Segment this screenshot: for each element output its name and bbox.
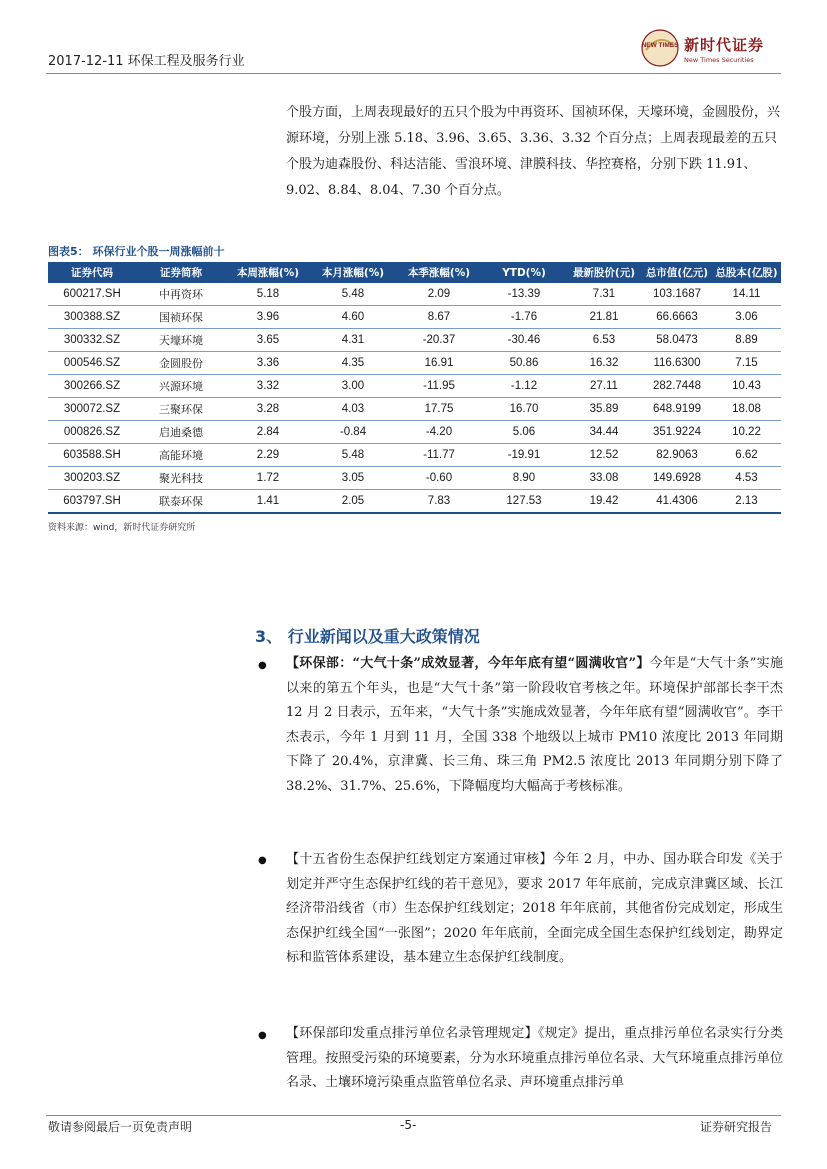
table-cell: 5.48 xyxy=(310,444,396,467)
stock-name-cell: 三聚环保 xyxy=(136,398,226,421)
intro-paragraph: 个股方面，上周表现最好的五只个股为中再资环、国祯环保，天壕环境，金圆股份，兴源环境，分别上涨 5.18、3.96、3.65、3.36、3.32 个百分点；上周表现最差的五只个股为迪森股份、科达洁能、雪浪环境、津膜科技、华控赛格，分别下跌 11.91、9.02、8.84、8.04、7.30 个百分点。 xyxy=(286,105,781,198)
bullet-icon: ● xyxy=(258,855,267,866)
table-cell: 149.6928 xyxy=(642,467,712,490)
table-cell: 10.43 xyxy=(712,375,781,398)
table-cell: 2.29 xyxy=(226,444,310,467)
brand-badge-icon xyxy=(640,28,680,68)
table-cell: 282.7448 xyxy=(642,375,712,398)
table-cell: 4.31 xyxy=(310,329,396,352)
table-cell: 4.60 xyxy=(310,306,396,329)
table-cell: 4.03 xyxy=(310,398,396,421)
bullet-icon: ● xyxy=(258,1030,267,1041)
table-cell: -0.84 xyxy=(310,421,396,444)
table-cell: 5.18 xyxy=(226,283,310,306)
table-cell: 3.05 xyxy=(310,467,396,490)
footer-disclaimer: 敬请参阅最后一页免责声明 xyxy=(48,1120,193,1134)
table-cell: 2.05 xyxy=(310,490,396,514)
table-header-cell: 本月涨幅(%) xyxy=(310,262,396,283)
stock-name-cell: 国祯环保 xyxy=(136,306,226,329)
stock-code-cell: 300072.SZ xyxy=(48,398,136,421)
news-item-2-body: 【十五省份生态保护红线划定方案通过审核】今年 2 月，中办、国办联合印发《关于划定并严守生态保护红线的若干意见》，要求 2017 年年底前，完成京津冀区域、长江经济带沿线省（市）生态保护红线划定；2018 年年底前，其他省份完成划定，形成生态保护红线全国“一张图”；2020 年年底前，全面完成全国生态保护红线划定，勘界定标和监管体系建设，基本建立生态保护红线制度。 xyxy=(286,852,783,966)
table-cell: 34.44 xyxy=(566,421,642,444)
table-cell: 8.89 xyxy=(712,329,781,352)
table-cell: 3.06 xyxy=(712,306,781,329)
badge-text-line1: NEW TIMES xyxy=(641,42,679,49)
news-item-1 xyxy=(286,652,783,800)
stock-code-cell: 603588.SH xyxy=(48,444,136,467)
table-row xyxy=(48,306,781,329)
table-cell: -11.77 xyxy=(396,444,482,467)
table-cell: 351.9224 xyxy=(642,421,712,444)
table-cell: 10.22 xyxy=(712,421,781,444)
news-item-2 xyxy=(286,848,783,971)
news-item-3 xyxy=(286,1022,783,1096)
table-body xyxy=(48,283,781,513)
stock-name-cell: 启迪桑德 xyxy=(136,421,226,444)
table-cell: 127.53 xyxy=(482,490,566,514)
table-cell: -11.95 xyxy=(396,375,482,398)
table-cell: 82.9063 xyxy=(642,444,712,467)
table-header-cell: 证券简称 xyxy=(136,262,226,283)
table-row xyxy=(48,490,781,514)
figure-source: 资料来源：wind，新时代证券研究所 xyxy=(48,523,196,533)
table-cell: -1.76 xyxy=(482,306,566,329)
table-cell: -4.20 xyxy=(396,421,482,444)
table-cell: 17.75 xyxy=(396,398,482,421)
bullet-icon: ● xyxy=(258,660,267,671)
stock-code-cell: 300266.SZ xyxy=(48,375,136,398)
table-cell: 35.89 xyxy=(566,398,642,421)
table-cell: 3.32 xyxy=(226,375,310,398)
table-cell: 5.06 xyxy=(482,421,566,444)
stock-name-cell: 聚光科技 xyxy=(136,467,226,490)
stock-code-cell: 000546.SZ xyxy=(48,352,136,375)
table-cell: 3.28 xyxy=(226,398,310,421)
table-cell: 3.65 xyxy=(226,329,310,352)
table-cell: 14.11 xyxy=(712,283,781,306)
table-cell: 21.81 xyxy=(566,306,642,329)
table-cell: 27.11 xyxy=(566,375,642,398)
brand-name-en: New Times Securities xyxy=(684,56,754,64)
table-cell: 4.53 xyxy=(712,467,781,490)
table-cell: 16.70 xyxy=(482,398,566,421)
table-cell: -1.12 xyxy=(482,375,566,398)
news-item-1-headline: 【环保部：“大气十条”成效显著，今年年底有望“圆满收官”】 xyxy=(286,656,650,671)
table-cell: 5.48 xyxy=(310,283,396,306)
table-cell: 2.09 xyxy=(396,283,482,306)
table-cell: 41.4306 xyxy=(642,490,712,514)
table-cell: -20.37 xyxy=(396,329,482,352)
stock-code-cell: 300388.SZ xyxy=(48,306,136,329)
table-cell: 33.08 xyxy=(566,467,642,490)
table-cell: 8.90 xyxy=(482,467,566,490)
table-cell: 4.35 xyxy=(310,352,396,375)
table-header-cell: 总市值(亿元) xyxy=(642,262,712,283)
table-cell: 50.86 xyxy=(482,352,566,375)
table-header-cell: 证券代码 xyxy=(48,262,136,283)
table-header-cell: 总股本(亿股) xyxy=(712,262,781,283)
brand-name: 新时代证券 xyxy=(684,36,765,54)
table-row xyxy=(48,421,781,444)
stock-name-cell: 联泰环保 xyxy=(136,490,226,514)
table-cell: 3.96 xyxy=(226,306,310,329)
stock-code-cell: 603797.SH xyxy=(48,490,136,514)
table-cell: 2.13 xyxy=(712,490,781,514)
table-cell: 103.1687 xyxy=(642,283,712,306)
table-cell: 7.31 xyxy=(566,283,642,306)
table-cell: 16.91 xyxy=(396,352,482,375)
stock-code-cell: 300203.SZ xyxy=(48,467,136,490)
stock-name-cell: 中再资环 xyxy=(136,283,226,306)
stock-gain-table xyxy=(48,262,781,514)
table-row xyxy=(48,329,781,352)
table-header-cell: 最新股价(元) xyxy=(566,262,642,283)
stock-code-cell: 300332.SZ xyxy=(48,329,136,352)
table-cell: 1.41 xyxy=(226,490,310,514)
table-row xyxy=(48,467,781,490)
table-header-row xyxy=(48,262,781,283)
footer-page-number: -5- xyxy=(400,1118,417,1132)
table-cell: 16.32 xyxy=(566,352,642,375)
table-cell: 18.08 xyxy=(712,398,781,421)
table-header-cell: 本周涨幅(%) xyxy=(226,262,310,283)
footer-divider xyxy=(46,1115,781,1116)
table-row xyxy=(48,283,781,306)
table-cell: -30.46 xyxy=(482,329,566,352)
table-row xyxy=(48,444,781,467)
stock-name-cell: 兴源环境 xyxy=(136,375,226,398)
stock-name-cell: 金圆股份 xyxy=(136,352,226,375)
table-cell: 66.6663 xyxy=(642,306,712,329)
stock-name-cell: 高能环境 xyxy=(136,444,226,467)
table-row xyxy=(48,352,781,375)
footer-report-type: 证券研究报告 xyxy=(700,1120,773,1134)
table-cell: -0.60 xyxy=(396,467,482,490)
table-cell: 7.83 xyxy=(396,490,482,514)
table-cell: 19.42 xyxy=(566,490,642,514)
table-cell: 8.67 xyxy=(396,306,482,329)
news-item-1-body: 今年是“大气十条”实施以来的第五个年头，也是“大气十条”第一阶段收官考核之年。环境保护部部长李干杰 12 月 2 日表示，五年来，“大气十条”实施成效显著，今年年底有望“圆满收官”。李干杰表示，今年 1 月到 11 月，全国 338 个地级以上城市 PM10 浓度比 2013 年同期下降了 20.4%，京津冀、长三角、珠三角 PM2.5 浓度比 2013 年同期分别下降了 38.2%、31.7%、25.6%，下降幅度均大幅高于考核标准。 xyxy=(286,656,783,794)
table-cell: 648.9199 xyxy=(642,398,712,421)
table-cell: 58.0473 xyxy=(642,329,712,352)
table-cell: 6.62 xyxy=(712,444,781,467)
section-title: 3、 行业新闻以及重大政策情况 xyxy=(255,627,480,646)
table-cell: 3.36 xyxy=(226,352,310,375)
stock-code-cell: 600217.SH xyxy=(48,283,136,306)
table-cell: 3.00 xyxy=(310,375,396,398)
brand-logo xyxy=(640,26,790,74)
table-cell: 12.52 xyxy=(566,444,642,467)
stock-code-cell: 000826.SZ xyxy=(48,421,136,444)
figure-title: 图表5： 环保行业个股一周涨幅前十 xyxy=(48,245,225,258)
table-header-cell: 本季涨幅(%) xyxy=(396,262,482,283)
table-cell: 6.53 xyxy=(566,329,642,352)
news-item-3-body: 【环保部印发重点排污单位名录管理规定】《规定》提出，重点排污单位名录实行分类管理。按照受污染的环境要素，分为水环境重点排污单位名录、大气环境重点排污单位名录、土壤环境污染重点监管单位名录、声环境重点排污单 xyxy=(286,1026,783,1091)
stock-name-cell: 天壕环境 xyxy=(136,329,226,352)
table-cell: 116.6300 xyxy=(642,352,712,375)
header-divider xyxy=(46,73,781,74)
header-date-industry: 2017-12-11 环保工程及服务行业 xyxy=(48,54,245,69)
table-cell: 1.72 xyxy=(226,467,310,490)
table-header-cell: YTD(%) xyxy=(482,262,566,283)
table-row xyxy=(48,375,781,398)
table-cell: -19.91 xyxy=(482,444,566,467)
table-row xyxy=(48,398,781,421)
table-cell: -13.39 xyxy=(482,283,566,306)
table-cell: 2.84 xyxy=(226,421,310,444)
table-cell: 7.15 xyxy=(712,352,781,375)
